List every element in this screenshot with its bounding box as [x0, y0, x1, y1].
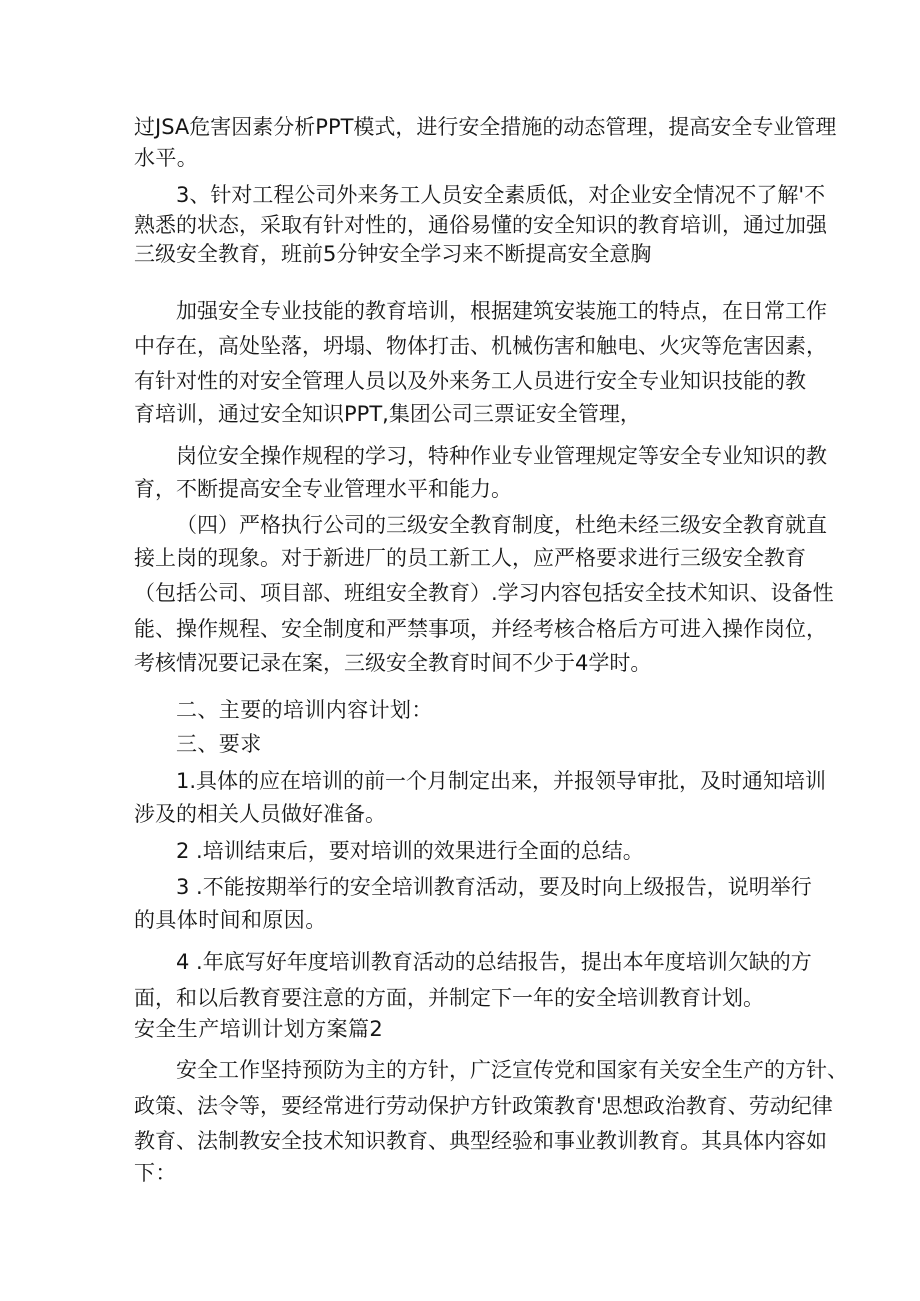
text-line: 过JSA危害因素分析PPT模式，进行安全措施的动态管理，提高安全专业管理 [134, 115, 837, 139]
text-line: 教育、法制教安全技术知识教育、典型经验和事业教训教育。其具体内容如 [134, 1129, 827, 1153]
text-line: 面，和以后教育要注意的方面，并制定下一年的安全培训教育计划。 [134, 986, 764, 1010]
text-line: 水平。 [134, 146, 199, 170]
text-line: 加强安全专业技能的教育培训，根据建筑安装施工的特点，在日常工作 [176, 299, 827, 323]
text-line: 育，不断提高安全专业管理水平和能力。 [134, 477, 512, 501]
text-line: 接上岗的现象。对于新进厂的员工新工人，应严格要求进行三级安全教育 [134, 546, 806, 570]
text-line: 考核情况要记录在案，三级安全教育时间不少于4学时。 [134, 651, 652, 675]
text-line: 3 .不能按期举行的安全培训教育活动，要及时向上级报告，说明举行 [176, 875, 812, 899]
text-line: 3、针对工程公司外来务工人员安全素质低，对企业安全情况不了解'不 [176, 183, 826, 207]
text-line: 育培训，通过安全知识PPT,集团公司三票证安全管理， [134, 402, 641, 426]
text-line: 岗位安全操作规程的学习，特种作业专业管理规定等安全专业知识的教 [176, 444, 827, 468]
text-line: 中存在，高处坠落，坍塌、物体打击、机械伤害和触电、火灾等危害因素， [134, 334, 827, 358]
document-title: 安全生产培训计划方案篇2 [134, 1017, 384, 1041]
text-line: （包括公司、项目部、班组安全教育）.学习内容包括安全技术知识、设备性 [134, 581, 834, 605]
text-line: 1.具体的应在培训的前一个月制定出来，并报领导审批，及时通知培训 [176, 769, 827, 793]
text-line: （四）严格执行公司的三级安全教育制度，杜绝未经三级安全教育就直 [176, 513, 827, 537]
text-line: 三级安全教育，班前5分钟安全学习来不断提高安全意胸 [134, 242, 652, 266]
text-line: 有针对性的对安全管理人员以及外来务工人员进行安全专业知识技能的教 [134, 369, 806, 393]
text-line: 安全工作坚持预防为主的方针，广泛宣传党和国家有关安全生产的方针、 [176, 1058, 848, 1082]
text-line: 下： [134, 1161, 177, 1185]
text-line: 2 .培训结束后，要对培训的效果进行全面的总结。 [176, 839, 644, 863]
section-heading: 三、要求 [176, 732, 262, 756]
section-heading: 二、主要的培训内容计划： [176, 698, 433, 722]
text-line: 政策、法令等，要经常进行劳动保护方针政策教育'思想政治教育、劳动纪律 [134, 1094, 833, 1118]
text-line: 4 .年底写好年度培训教育活动的总结报告，提出本年度培训欠缺的方 [176, 950, 812, 974]
text-line: 熟悉的状态，采取有针对性的，通俗易懂的安全知识的教育培训，通过加强 [134, 213, 827, 237]
text-line: 涉及的相关人员做好准备。 [134, 802, 386, 826]
text-line: 的具体时间和原因。 [134, 908, 327, 932]
text-line: 能、操作规程、安全制度和严禁事项，并经考核合格后方可进入操作岗位， [134, 617, 827, 641]
